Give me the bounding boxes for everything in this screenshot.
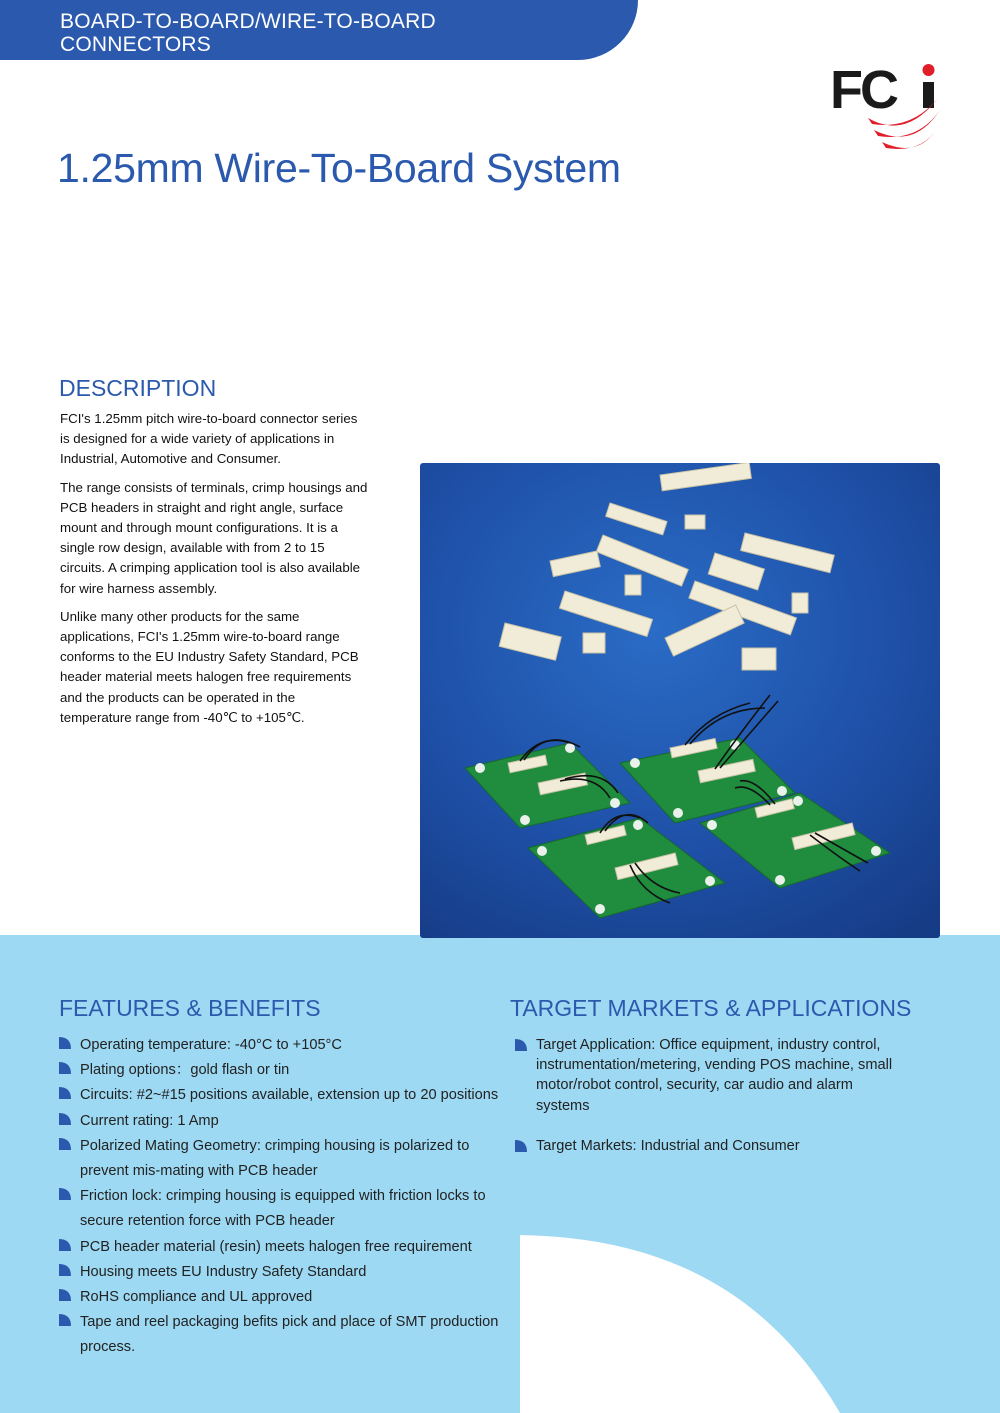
svg-text:FC: FC — [830, 60, 896, 120]
feature-text: RoHS compliance and UL approved — [80, 1289, 313, 1306]
bullet-icon — [59, 1087, 71, 1099]
list-item — [59, 1235, 509, 1260]
list-item — [59, 1310, 509, 1360]
bullet-icon — [515, 1140, 527, 1152]
feature-text: Plating options：gold flash or tin — [80, 1062, 290, 1079]
targets-list — [515, 1035, 905, 1176]
product-photo — [420, 463, 940, 938]
list-item — [59, 1033, 509, 1058]
bullet-icon — [59, 1239, 71, 1251]
bullet-icon — [59, 1138, 71, 1150]
feature-text: Tape and reel packaging befits pick and place of SMT production process. — [80, 1314, 499, 1356]
list-item — [59, 1184, 509, 1234]
list-item — [59, 1109, 509, 1134]
list-item — [59, 1260, 509, 1285]
list-item — [59, 1083, 509, 1108]
fci-logo — [826, 58, 946, 158]
feature-text: Friction lock: crimping housing is equipped with friction locks to secure retention force with PCB header — [80, 1188, 486, 1230]
list-item — [59, 1134, 509, 1184]
description-paragraph: The range consists of terminals, crimp housings and PCB headers in straight and right angle, surface mount and through mount configurations. It is a single row design, available with from 2 to 15 circuits. A crimping application tool is also available for wire harness assembly. — [60, 479, 368, 596]
description-paragraph: Unlike many other products for the same applications, FCI's 1.25mm wire-to-board range conforms to the EU Industry Safety Standard, PCB header material meets halogen free requirements and the products can be operated in the temperature range from -40℃ to +105℃. — [60, 608, 359, 725]
description-body — [60, 409, 370, 736]
feature-text: Operating temperature: -40°C to +105°C — [80, 1037, 342, 1053]
bullet-icon — [59, 1264, 71, 1276]
bullet-icon — [59, 1113, 71, 1125]
bullet-icon — [59, 1062, 71, 1074]
target-text: Target Application: Office equipment, industry control, instrumentation/metering, vending POS machine, small motor/robot control, security, car audio and alarm systems — [536, 1037, 893, 1114]
feature-text: PCB header material (resin) meets halogen free requirement — [80, 1238, 472, 1255]
features-list — [59, 1033, 509, 1361]
header-line-2: CONNECTORS — [60, 33, 211, 56]
feature-text: Housing meets EU Industry Safety Standard — [80, 1263, 367, 1280]
bullet-icon — [59, 1314, 71, 1326]
feature-text: Current rating: 1 Amp — [80, 1112, 219, 1129]
bullet-icon — [59, 1037, 71, 1049]
target-text: Target Markets: Industrial and Consumer — [536, 1137, 800, 1154]
features-heading: FEATURES & BENEFITS — [59, 995, 321, 1021]
targets-heading: TARGET MARKETS & APPLICATIONS — [510, 995, 912, 1021]
feature-text: Circuits: #2~#15 positions available, extension up to 20 positions — [80, 1087, 499, 1104]
bullet-icon — [59, 1289, 71, 1301]
list-item — [59, 1285, 509, 1310]
description-heading: DESCRIPTION — [59, 375, 217, 401]
page-title: 1.25mm Wire-To-Board System — [57, 145, 621, 191]
list-item — [59, 1058, 509, 1083]
list-item — [515, 1035, 905, 1116]
feature-text: Polarized Mating Geometry: crimping housing is polarized to prevent mis-mating with PCB header — [80, 1137, 470, 1180]
bullet-icon — [59, 1188, 71, 1200]
description-paragraph: FCI's 1.25mm pitch wire-to-board connector series is designed for a wide variety of applications in Industrial, Automotive and Consumer. — [60, 411, 358, 467]
header-tab — [0, 0, 638, 60]
list-item — [515, 1136, 905, 1156]
bullet-icon — [515, 1039, 527, 1051]
header-line-1: BOARD-TO-BOARD/WIRE-TO-BOARD — [60, 10, 436, 33]
